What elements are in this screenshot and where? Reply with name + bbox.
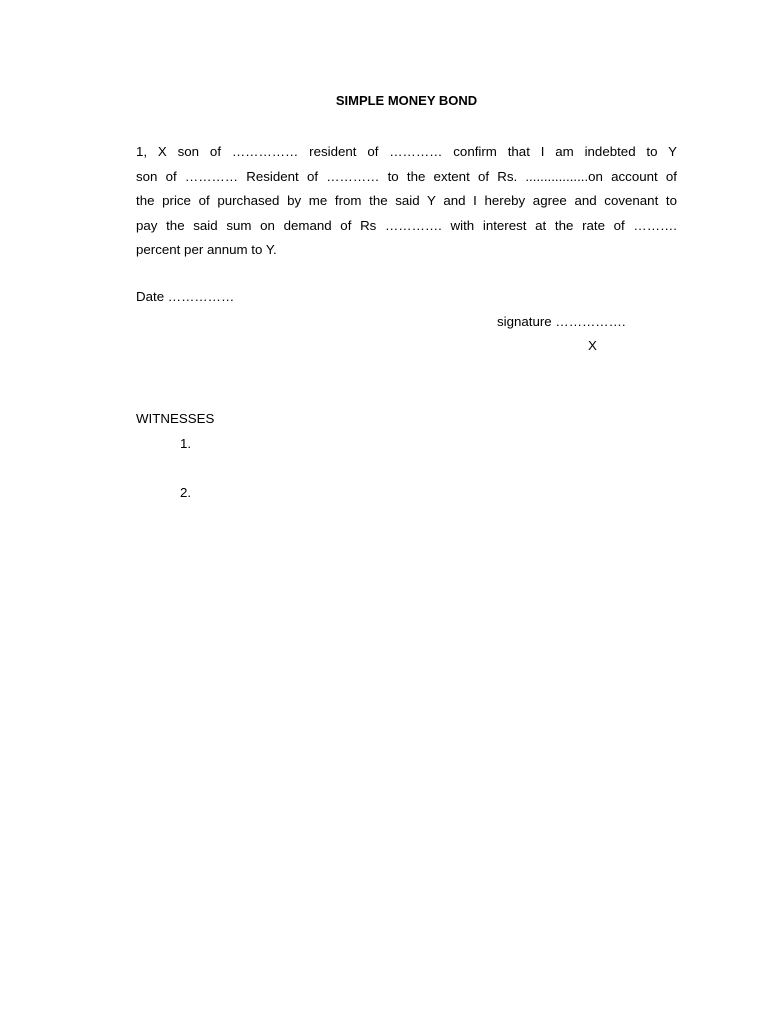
bond-paragraph-line: pay the said sum on demand of Rs …………. with interest at the rate of ……….	[136, 217, 677, 233]
date-field: Date ……………	[136, 289, 235, 304]
witness-item: 1.	[180, 436, 192, 451]
document-title: SIMPLE MONEY BOND	[335, 93, 478, 108]
signer-mark: X	[588, 338, 597, 353]
bond-paragraph	[136, 140, 677, 263]
bond-paragraph-line: percent per annum to Y.	[136, 242, 277, 258]
bond-paragraph-line: 1, X son of …………… resident of ………… confirm that I am indebted to Y	[136, 144, 677, 159]
witnesses-heading: WITNESSES	[136, 411, 215, 426]
signature-field: signature …………….	[497, 314, 626, 329]
bond-paragraph-line: the price of purchased by me from the said Y and I hereby agree and covenant to	[136, 193, 677, 209]
witness-item: 2.	[180, 485, 192, 500]
bond-paragraph-line: son of ………… Resident of ………… to the extent of Rs. .................on account of	[136, 168, 677, 184]
